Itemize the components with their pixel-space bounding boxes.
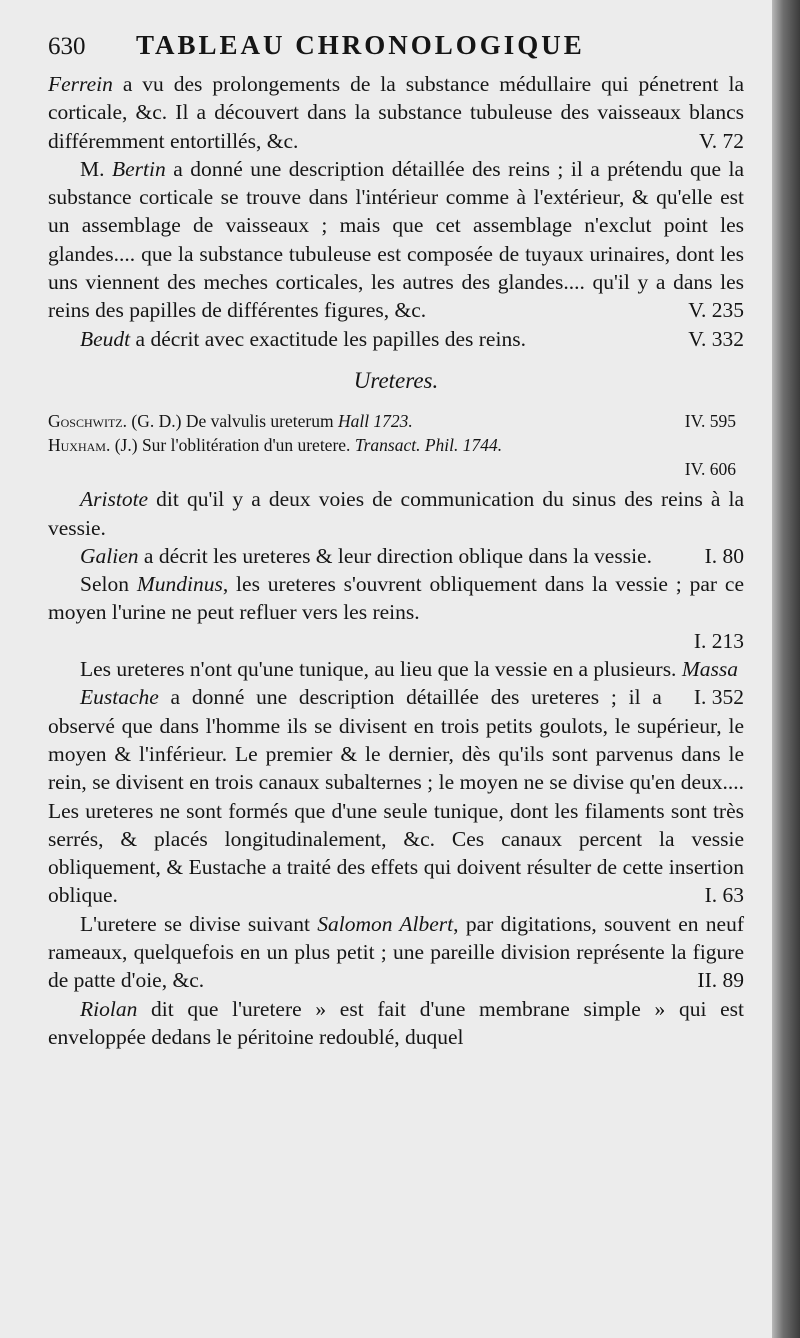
author-name: Eustache	[80, 685, 159, 710]
paragraph-beudt	[48, 325, 744, 353]
paragraph-lead: Selon	[80, 572, 137, 597]
bibliography-entry	[48, 409, 744, 433]
volume-reference: I. 80	[704, 543, 744, 568]
biblio-initials: (J.)	[114, 435, 138, 456]
paragraph-text: , les ureteres s'ouvrent obliquement dans la vessie ; par ce moyen l'urine ne peut refluer vers les reins.	[48, 572, 744, 625]
author-name: Riolan	[80, 996, 138, 1021]
paragraph-text: a décrit les ureteres & leur direction oblique dans la vessie.	[138, 543, 652, 568]
author-name: Galien	[80, 543, 139, 568]
paragraph-lead: L'uretere se divise suivant	[80, 911, 318, 936]
author-name: Massa	[681, 657, 738, 682]
volume-reference: I. 352	[693, 685, 744, 710]
paragraph-text: dit qu'il y a deux voies de communication du sinus des reins à la vessie.	[48, 487, 744, 540]
biblio-volume: IV. 606	[684, 459, 736, 480]
biblio-volume: IV. 595	[684, 411, 736, 432]
author-name: Salomon Albert	[317, 911, 454, 936]
bibliography-entry	[48, 433, 744, 481]
paragraph-bertin	[48, 155, 744, 325]
paragraph-text: dit que l'uretere » est fait d'une membrane simple » qui est enveloppée dedans le péritoine redoublé, duquel	[48, 996, 744, 1049]
biblio-author: Goschwitz.	[48, 411, 128, 432]
author-name: Ferrein	[48, 72, 113, 96]
paragraph-mundinus	[48, 570, 744, 627]
page-header	[48, 30, 744, 70]
paragraph-text: a donné une description détaillée des ureteres ; il a observé que dans l'homme ils se divisent en trois petits goulots, le supérieur, le moyen & l'inférieur. Le premier & le dernier, dès qu'ils sont parvenus dans le rein, se divisent en trois canaux subalternes ; le moyen ne se divise qu'en deux.... Les ureteres ne sont formés que d'une seule tunique, dont les filaments sont très serrés, & placés longitudinalement, &c. Ces canaux percent la vessie obliquement, & Eustache a traité des effets qui doivent résulter de cette insertion oblique.	[48, 685, 744, 908]
running-title: TABLEAU CHRONOLOGIQUE	[136, 30, 585, 60]
paragraph-galien	[48, 542, 744, 570]
volume-reference: V. 72	[698, 128, 744, 153]
biblio-title: Sur l'oblitération d'un uretere.	[141, 435, 351, 456]
author-name: Bertin	[111, 156, 166, 181]
paragraph-eustache	[48, 683, 744, 909]
text-body	[48, 70, 744, 1051]
author-name: Mundinus	[136, 572, 223, 597]
page-edge-shadow	[772, 0, 800, 1338]
paragraph-aristote	[48, 485, 744, 542]
volume-reference: V. 235	[688, 298, 744, 323]
volume-reference: V. 332	[688, 326, 744, 351]
author-name: Aristote	[80, 487, 149, 512]
page-number: 630	[48, 33, 86, 60]
paragraph-text: , par digitations, souvent en neuf rameaux, quelquefois en un plus petit ; une pareille division représente la figure de patte d'oie, &c.	[48, 911, 744, 993]
section-title: Ureteres.	[353, 367, 439, 393]
biblio-author: Huxham.	[48, 435, 111, 456]
paragraph-ferrein	[48, 70, 744, 155]
paragraph-albert	[48, 910, 744, 995]
paragraph-riolan	[48, 995, 744, 1052]
bibliography	[48, 409, 744, 481]
biblio-place-year: Transact. Phil. 1744.	[354, 435, 503, 456]
biblio-place-year: Hall 1723.	[337, 411, 413, 432]
volume-reference: I. 213	[693, 628, 744, 653]
paragraph-text: a vu des prolongements de la substance médullaire qui pénetrent la corticale, &c. Il a découvert dans la substance tubuleuse des vaisseaux blancs différemment entortillés, &c.	[48, 72, 744, 153]
paragraph-lead: M.	[80, 156, 112, 181]
author-name: Beudt	[80, 326, 131, 351]
volume-reference: I. 63	[704, 883, 744, 908]
paragraph-text: a décrit avec exactitude les papilles des reins.	[130, 326, 526, 351]
paragraph-lead: Les ureteres n'ont qu'une tunique, au lieu que la vessie en a plusieurs.	[80, 657, 682, 682]
volume-reference: II. 89	[697, 968, 744, 993]
biblio-title: De valvulis ureterum	[185, 411, 334, 432]
biblio-initials: (G. D.)	[131, 411, 182, 432]
paragraph-text: a donné une description détaillée des reins ; il a prétendu que la substance corticale se trouve dans l'intérieur comme à l'extérieur, & qu'elle est un assemblage de vaisseaux ; mais que cet assemblage n'exclut point les glandes.... que la substance tubuleuse est composée de tuyaux urinaires, dont les uns viennent des meches corticales, les autres des glandes.... qu'il y a dans les reins des papilles de différentes figures, &c.	[48, 156, 744, 323]
